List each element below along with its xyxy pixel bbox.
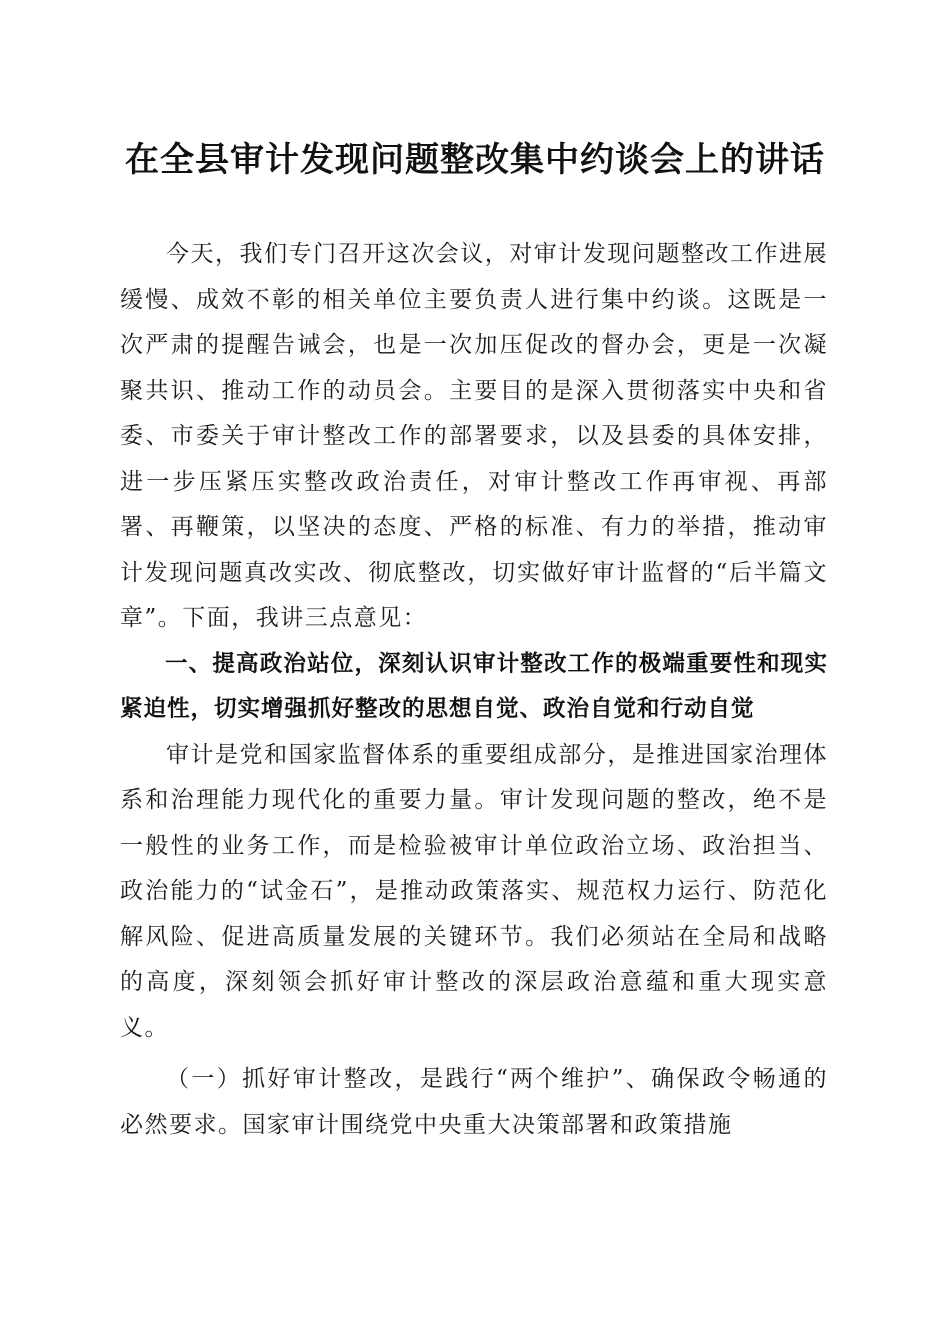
document-title: 在全县审计发现问题整改集中约谈会上的讲话: [125, 140, 825, 180]
section-one-paragraph: 审计是党和国家监督体系的重要组成部分，是推进国家治理体系和治理能力现代化的重要力量。审计发现问题的整改，绝不是一般性的业务工作，而是检验被审计单位政治立场、政治担当、政治能力的“试金石”，是推动政策落实、规范权力运行、防范化解风险、促进高质量发展的关键环节。我们必须站在全局和战略的高度，深刻领会抓好审计整改的深层政治意蕴和重大现实意义。: [120, 741, 828, 1041]
section-heading-one: 一、提高政治站位，深刻认识审计整改工作的极端重要性和现实紧迫性，切实增强抓好整改的思想自觉、政治自觉和行动自觉: [120, 650, 828, 722]
document-body: [120, 232, 828, 1148]
subsection-one-paragraph: （一）抓好审计整改，是践行“两个维护”、确保政令畅通的必然要求。国家审计围绕党中央重大决策部署和政策措施: [120, 1066, 828, 1138]
intro-paragraph: 今天，我们专门召开这次会议，对审计发现问题整改工作进展缓慢、成效不彰的相关单位主要负责人进行集中约谈。这既是一次严肃的提醒告诫会，也是一次加压促改的督办会，更是一次凝聚共识、推动工作的动员会。主要目的是深入贯彻落实中央和省委、市委关于审计整改工作的部署要求，以及县委的具体安排，进一步压紧压实整改政治责任，对审计整改工作再审视、再部署、再鞭策，以坚决的态度、严格的标准、有力的举措，推动审计发现问题真改实改、彻底整改，切实做好审计监督的“后半篇文章”。下面，我讲三点意见：: [120, 241, 828, 631]
